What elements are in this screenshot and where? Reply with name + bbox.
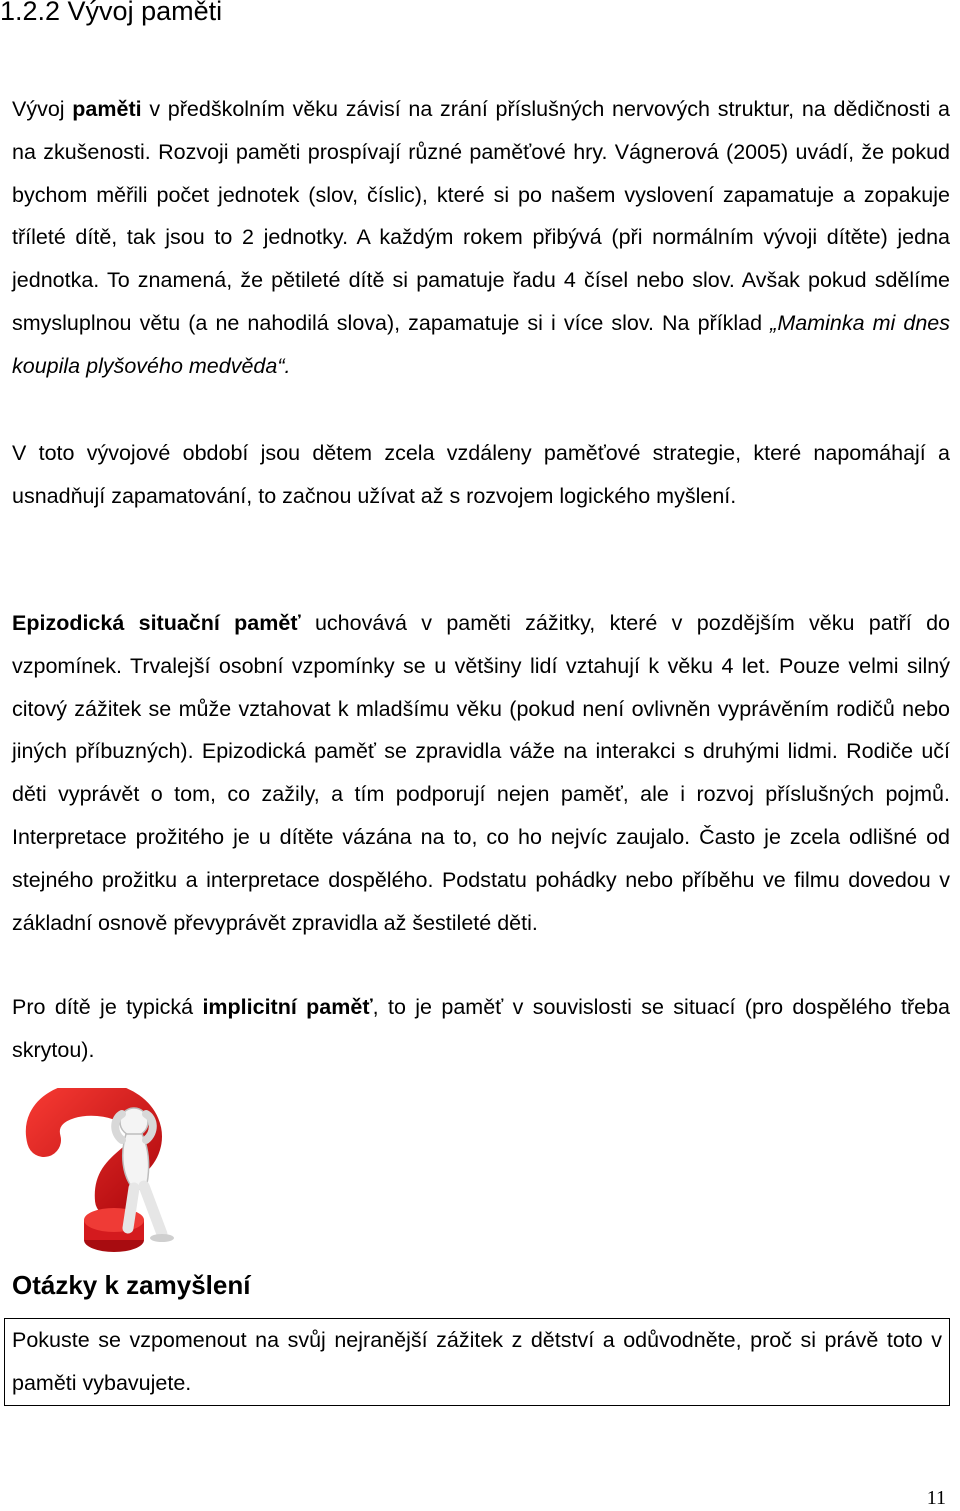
questions-heading: Otázky k zamyšlení [12, 1270, 251, 1300]
section-heading: 1.2.2 Vývoj paměti [0, 0, 223, 26]
bold-term-episodic-memory: Epizodická situační paměť [12, 611, 301, 635]
text-run: v předškolním věku závisí na zrání příslušných nervových struktur, na dědičnosti a na zkušenosti. Rozvoji paměti prospívají různé paměťové hry. Vágnerová (2005) uvádí, že pokud bychom měřili počet jednotek (slov, číslic), které si po našem vyslovení zapamatuje a zopakuje tříleté dítě, tak jsou to 2 jednotky. A každým rokem přibývá (při normálním vývoji dítěte) jedna jednotka. To znamená, že pětileté dítě si pamatuje řadu 4 čísel nebo slov. Avšak pokud sdělíme smysluplnou větu (a ne nahodilá slova), zapamatuje si i více slov. Na příklad [12, 97, 950, 335]
italic-example-sentence: „Maminka mi dnes koupila plyšového medvěda“. [12, 310, 950, 378]
paragraph-memory-strategies: V toto vývojové období jsou dětem zcela vzdáleny paměťové strategie, které napomáhají a usnadňují zapamatování, to začnou užívat až s rozvojem logického myšlení. [12, 441, 950, 508]
text-run: Vývoj [12, 97, 73, 121]
text-run: Pro dítě je typická [12, 995, 203, 1019]
page-number: 11 [926, 1487, 946, 1509]
bold-term-memory: paměti [72, 97, 142, 121]
paragraph-episodic-memory [12, 602, 950, 944]
paragraph-implicit-memory [12, 986, 950, 1072]
text-run: uchovává v paměti zážitky, které v pozdějším věku patří do vzpomínek. Trvalejší osobní vzpomínky se u většiny lidí vztahují k věku 4 let. Pouze velmi silný citový zážitek se může vztahovat k mladšímu věku (pokud není ovlivněn vyprávěním rodičů nebo jiných příbuzných). Epizodická paměť se zpravidla váže na interakci s druhými lidmi. Rodiče učí děti vyprávět o tom, co zažily, a tím podporují nejen paměť, ale i rozvoj příslušných pojmů. Interpretace prožitého je u dítěte vázána na to, co ho nejvíc zaujalo. Často je zcela odlišné od stejného prožitku a interpretace dospělého. Podstatu pohádky nebo příběhu ve filmu dovedou v základní osnově převyprávět zpravidla až šestileté děti. [12, 611, 950, 935]
question-box: Pokuste se vzpomenout na svůj nejranější zážitek z dětství a odůvodněte, proč si právě toto v paměti vybavujete. [4, 1318, 950, 1406]
paragraph-memory-development [12, 88, 950, 388]
bold-term-implicit-memory: implicitní paměť [202, 995, 373, 1019]
text-run: , to je paměť v souvislosti se situací (pro dospělého třeba skrytou). [12, 995, 950, 1062]
question-mark-with-figure-icon [22, 1088, 202, 1258]
question-mark-illustration [22, 1088, 202, 1258]
